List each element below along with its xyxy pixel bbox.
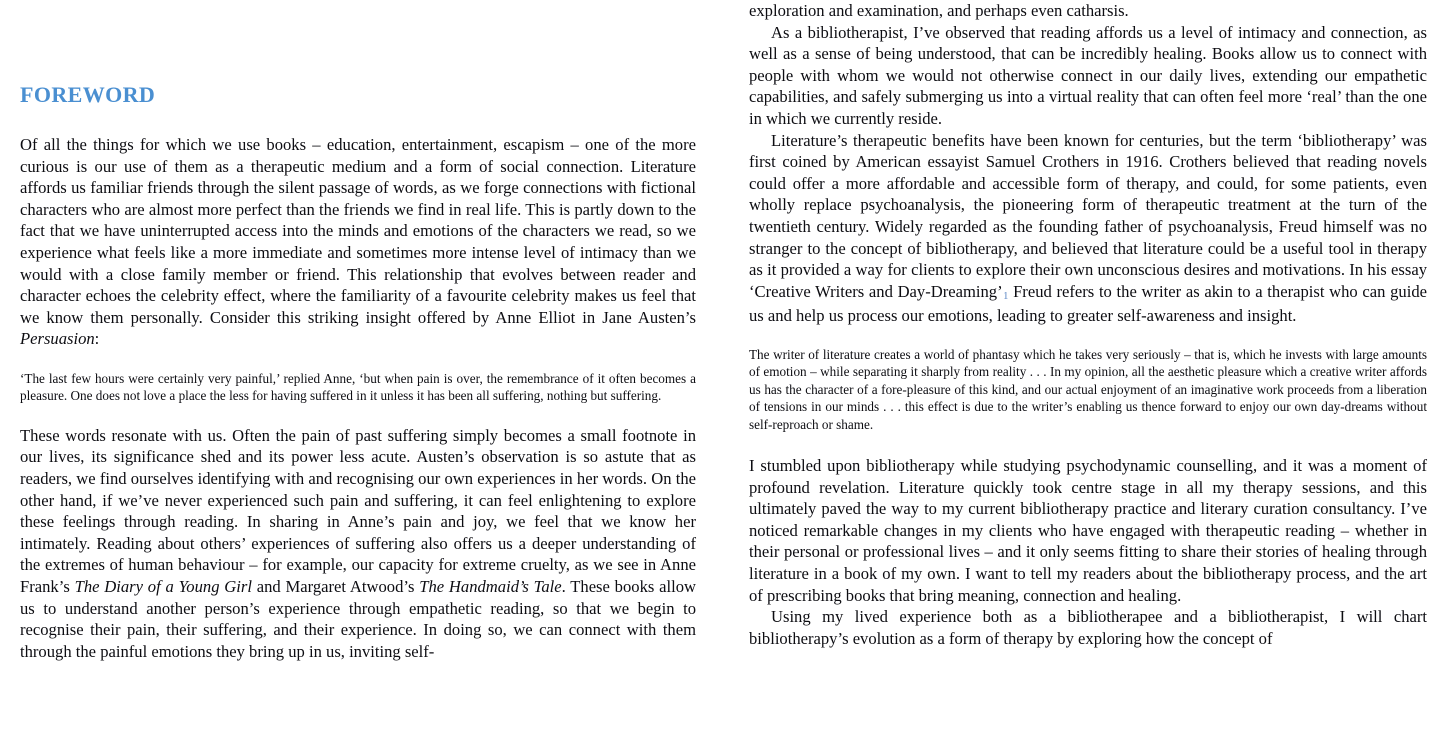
paragraph-text-segment: These words resonate with us. Often the pain of past suffering simply becomes a small footnote in our lives, its significance shed and its power less acute. Austen’s observation is so astute that as readers, we find ourselves identifying with and recognising our own experiences in her words. On the other hand, if we’ve never experienced such pain and suffering, it can feel enlightening to explore these feelings through reading. In sharing in Anne’s pain and joy, we feel that we know her intimately. Reading about others’ experiences of suffering also offers us a deeper understanding of the extremes of human behaviour – for example, our capacity for extreme cruelty, as we see in Anne Frank’s <box>20 425 696 596</box>
paragraph-text-segment: Freud refers to the writer as akin to a therapist who can guide us and help us process our emotions, leading to greater self-awareness and insight. <box>749 281 1427 326</box>
blockquote-freud-creative-writers: The writer of literature creates a world of phantasy which he takes very seriously – that is, which he invests with large amounts of emotion – while separating it sharply from reality . . . In my opinion, all the aesthetic pleasure which a creative writer affords us has the character of a fore-pleasure of this kind, and our actual enjoyment of an imaginative work proceeds from a liberation of tensions in our minds . . . this effect is due to the writer’s enabling us thence forward to enjoy our own day-dreams without self-reproach or shame. <box>749 346 1427 432</box>
book-title-persuasion: Persuasion <box>20 329 95 349</box>
paragraph-foreword-opening <box>20 134 696 350</box>
footnote-reference-marker[interactable]: 1 <box>1003 290 1009 302</box>
paragraph-text-segment: Of all the things for which we use books – education, entertainment, escapism – one of the more curious is our use of them as a therapeutic medium and a form of social connection. Literature affords us familiar friends through the silent passage of words, as we forge connections with fictional characters who are almost more perfect than the friends we find in real life. This is partly down to the fact that we have uninterrupted access into the minds and emotions of the characters we read, so we experience what feels like a more immediate and sometimes more intense level of intimacy than we would with a close family member or friend. This relationship that evolves between reader and character echoes the celebrity effect, where the familiarity of a favourite celebrity makes us feel that we know them personally. Consider this striking insight offered by Anne Elliot in Jane Austen’s <box>20 135 696 327</box>
paragraph-i-stumbled-upon-bibliotherapy: I stumbled upon bibliotherapy while studying psychodynamic counselling, and it was a moment of profound revelation. Literature quickly took centre stage in all my therapy sessions, and this ultimately paved the way to my current bibliotherapy practice and literary curation consultancy. I’ve noticed remarkable changes in my clients who have engaged with therapeutic reading – whether in their personal or professional lives – and it only seems fitting to share their stories of healing through literature in a book of my own. I want to tell my readers about the bibliotherapy process, and the art of prescribing books that bring meaning, connection and healing. <box>749 455 1427 605</box>
paragraph-literature-therapeutic-benefits <box>749 130 1427 327</box>
quote-top-gap <box>20 350 696 370</box>
paragraph-text-segment: and Margaret Atwood’s <box>251 576 420 596</box>
paragraph-these-words-resonate <box>20 425 696 663</box>
paragraph-text-segment: Literature’s therapeutic benefits have been known for centuries, but the term ‘bibliotherapy’ was first coined by American essayist Samuel Crothers in 1916. Crothers believed that reading novels could offer a more affordable and accessible form of therapy, and could, for some patients, even wholly replace psychoanalysis, the pioneering form of therapeutic treatment at the turn of the twentieth century. Widely regarded as the founding father of psychoanalysis, Freud himself was no stranger to the concept of bibliotherapy, and believed that literature could be a useful tool in therapy as it provided a way for clients to explore their own unconscious desires and motivations. In his essay ‘Creative Writers and Day-Dreaming’ <box>749 130 1427 301</box>
right-text-column <box>749 0 1427 649</box>
quote-bottom-gap <box>20 405 696 425</box>
left-text-column <box>20 0 696 662</box>
paragraph-using-my-lived-experience: Using my lived experience both as a bibliotherapee and a bibliotherapist, I will chart bibliotherapy’s evolution as a form of therapy by exploring how the concept of <box>749 607 1427 648</box>
book-title-handmaids-tale: The Handmaid’s Tale <box>419 576 562 596</box>
paragraph-text-segment: : <box>94 329 100 349</box>
paragraph-as-a-bibliotherapist: As a bibliotherapist, I’ve observed that reading affords us a level of intimacy and connection, as well as a sense of being understood, that can be incredibly healing. Books allow us to connect with people with whom we would not otherwise connect in our daily lives, extending our empathetic capabilities, and safely submerging us into a virtual reality that can often feel more ‘real’ than the one in which we currently reside. <box>749 22 1427 128</box>
book-title-diary-young-girl: The Diary of a Young Girl <box>74 576 252 596</box>
quote-top-gap <box>749 327 1427 346</box>
title-top-spacer <box>20 0 696 84</box>
paragraph-continuation-catharsis: exploration and examination, and perhaps even catharsis. <box>749 1 1129 20</box>
paragraph-text-segment: . These books allow us to understand another person’s experience through empathetic reading, so that we begin to recognise their pain, their suffering, and their experience. In doing so, we can connect with them through the painful emotions they bring up in us, inviting self- <box>20 576 696 661</box>
title-bottom-spacer <box>20 106 696 134</box>
page-title: FOREWORD <box>20 82 156 107</box>
blockquote-austen-persuasion: ‘The last few hours were certainly very painful,’ replied Anne, ‘but when pain is over, the remembrance of it often becomes a pleasure. One does not love a place the less for having suffered in it unless it has been all suffering, nothing but suffering. <box>20 370 696 404</box>
quote-bottom-gap <box>749 433 1427 455</box>
